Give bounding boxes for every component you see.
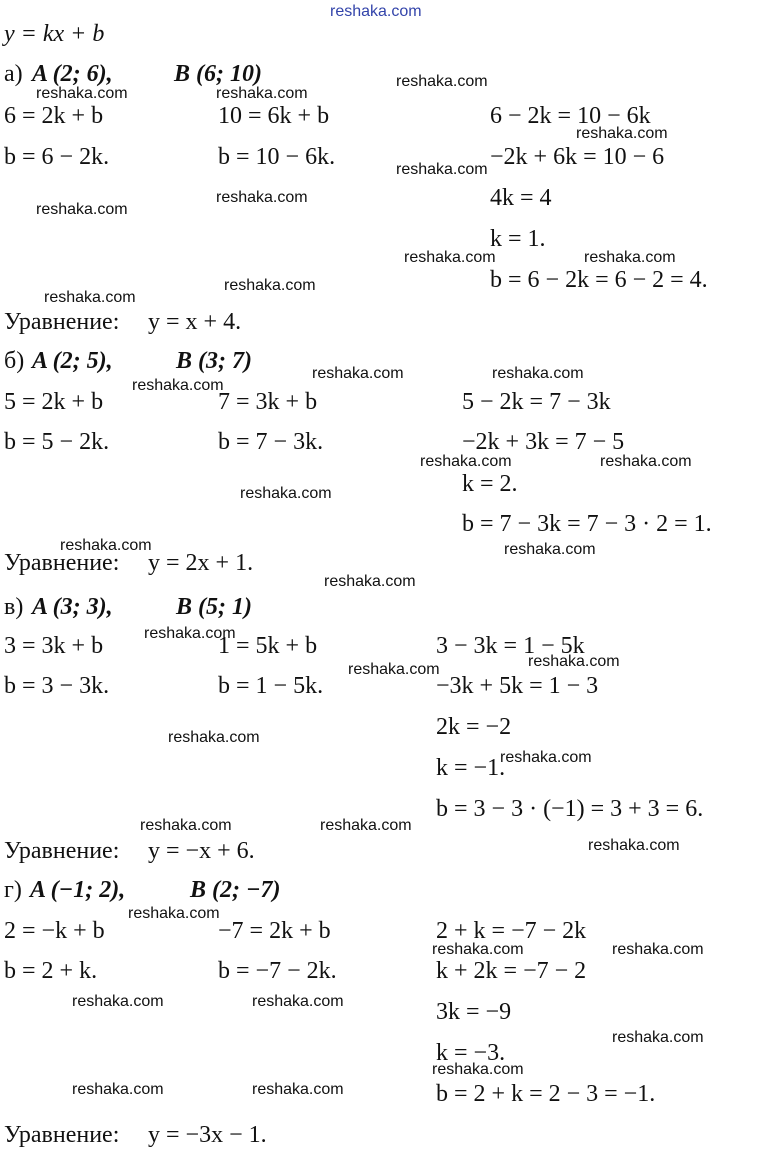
watermark: reshaka.com — [252, 1081, 344, 1098]
section-v-col2-line1: 1 = 5k + b — [218, 633, 318, 659]
watermark: reshaka.com — [60, 537, 152, 554]
section-b-col2-line1: 7 = 3k + b — [218, 389, 318, 415]
section-a-col3-line1: 6 − 2k = 10 − 6k — [490, 103, 651, 129]
section-g-col2-line1: −7 = 2k + b — [218, 918, 331, 944]
section-g-col3-line2: k + 2k = −7 − 2 — [436, 958, 587, 984]
watermark: reshaka.com — [224, 277, 316, 294]
section-b-col2-line2: b = 7 − 3k. — [218, 429, 324, 455]
section-v-col3-line4: k = −1. — [436, 755, 506, 781]
section-a-col1-line2: b = 6 − 2k. — [4, 144, 110, 170]
general-formula: y = kx + b — [4, 21, 105, 47]
section-g-col1-line2: b = 2 + k. — [4, 958, 98, 984]
section-g-equation-label: Уравнение: — [4, 1122, 120, 1148]
watermark: reshaka.com — [36, 85, 128, 102]
section-v-col1-line1: 3 = 3k + b — [4, 633, 104, 659]
section-a-col2-line1: 10 = 6k + b — [218, 103, 330, 129]
section-b-col3-line1: 5 − 2k = 7 − 3k — [462, 389, 611, 415]
section-b-label: б) — [4, 348, 25, 374]
watermark: reshaka.com — [612, 941, 704, 958]
site-header-watermark: reshaka.com — [330, 3, 422, 20]
section-g-col3-line4: k = −3. — [436, 1040, 506, 1066]
section-v-equation-label: Уравнение: — [4, 838, 120, 864]
watermark: reshaka.com — [128, 905, 220, 922]
watermark: reshaka.com — [404, 249, 496, 266]
section-b-col3-line3: k = 2. — [462, 471, 518, 497]
section-a-point-b: B (6; 10) — [174, 61, 262, 87]
section-v-label: в) — [4, 594, 24, 620]
watermark: reshaka.com — [320, 817, 412, 834]
section-g-col3-line5: b = 2 + k = 2 − 3 = −1. — [436, 1081, 656, 1107]
watermark: reshaka.com — [432, 941, 524, 958]
section-b-point-b: B (3; 7) — [176, 348, 252, 374]
section-v-point-b: B (5; 1) — [176, 594, 252, 620]
watermark: reshaka.com — [216, 189, 308, 206]
section-b-point-a: A (2; 5), — [32, 348, 113, 374]
watermark: reshaka.com — [240, 485, 332, 502]
watermark: reshaka.com — [576, 125, 668, 142]
section-a-point-a: A (2; 6), — [32, 61, 113, 87]
watermark: reshaka.com — [348, 661, 440, 678]
section-v-col1-line2: b = 3 − 3k. — [4, 673, 110, 699]
watermark: reshaka.com — [500, 749, 592, 766]
watermark: reshaka.com — [168, 729, 260, 746]
watermark: reshaka.com — [132, 377, 224, 394]
section-g-point-b: B (2; −7) — [190, 877, 281, 903]
section-a-col1-line1: 6 = 2k + b — [4, 103, 104, 129]
watermark: reshaka.com — [216, 85, 308, 102]
section-g-point-a: A (−1; 2), — [30, 877, 126, 903]
section-b-col1-line2: b = 5 − 2k. — [4, 429, 110, 455]
section-a-col3-line3: 4k = 4 — [490, 185, 552, 211]
section-a-col3-line5: b = 6 − 2k = 6 − 2 = 4. — [490, 267, 708, 293]
watermark: reshaka.com — [396, 73, 488, 90]
watermark: reshaka.com — [432, 1061, 524, 1078]
watermark: reshaka.com — [36, 201, 128, 218]
watermark: reshaka.com — [72, 1081, 164, 1098]
section-v-equation: y = −x + 6. — [148, 838, 255, 864]
watermark: reshaka.com — [504, 541, 596, 558]
section-b-equation-label: Уравнение: — [4, 550, 120, 576]
section-b-col1-line1: 5 = 2k + b — [4, 389, 104, 415]
section-v-col3-line2: −3k + 5k = 1 − 3 — [436, 673, 599, 699]
section-b-equation: y = 2x + 1. — [148, 550, 254, 576]
watermark: reshaka.com — [324, 573, 416, 590]
watermark: reshaka.com — [144, 625, 236, 642]
section-g-col3-line3: 3k = −9 — [436, 999, 512, 1025]
section-a-col3-line4: k = 1. — [490, 226, 546, 252]
section-g-label: г) — [4, 877, 22, 903]
section-a-equation: y = x + 4. — [148, 309, 242, 335]
section-a-col3-line2: −2k + 6k = 10 − 6 — [490, 144, 665, 170]
watermark: reshaka.com — [588, 837, 680, 854]
watermark: reshaka.com — [312, 365, 404, 382]
section-g-col1-line1: 2 = −k + b — [4, 918, 105, 944]
watermark: reshaka.com — [600, 453, 692, 470]
watermark: reshaka.com — [612, 1029, 704, 1046]
section-a-col2-line2: b = 10 − 6k. — [218, 144, 336, 170]
section-g-col2-line2: b = −7 − 2k. — [218, 958, 337, 984]
watermark: reshaka.com — [528, 653, 620, 670]
section-b-col3-line2: −2k + 3k = 7 − 5 — [462, 429, 625, 455]
watermark: reshaka.com — [492, 365, 584, 382]
section-v-col3-line3: 2k = −2 — [436, 714, 512, 740]
section-a-equation-label: Уравнение: — [4, 309, 120, 335]
section-v-col3-line1: 3 − 3k = 1 − 5k — [436, 633, 585, 659]
watermark: reshaka.com — [252, 993, 344, 1010]
watermark: reshaka.com — [72, 993, 164, 1010]
watermark: reshaka.com — [420, 453, 512, 470]
section-v-col2-line2: b = 1 − 5k. — [218, 673, 324, 699]
section-g-col3-line1: 2 + k = −7 − 2k — [436, 918, 587, 944]
section-v-point-a: A (3; 3), — [32, 594, 113, 620]
section-v-col3-line5: b = 3 − 3 · (−1) = 3 + 3 = 6. — [436, 796, 704, 822]
watermark: reshaka.com — [396, 161, 488, 178]
watermark: reshaka.com — [44, 289, 136, 306]
watermark: reshaka.com — [584, 249, 676, 266]
section-g-equation: y = −3x − 1. — [148, 1122, 267, 1148]
watermark: reshaka.com — [140, 817, 232, 834]
section-b-col3-line4: b = 7 − 3k = 7 − 3 · 2 = 1. — [462, 511, 712, 537]
section-a-label: а) — [4, 61, 23, 87]
